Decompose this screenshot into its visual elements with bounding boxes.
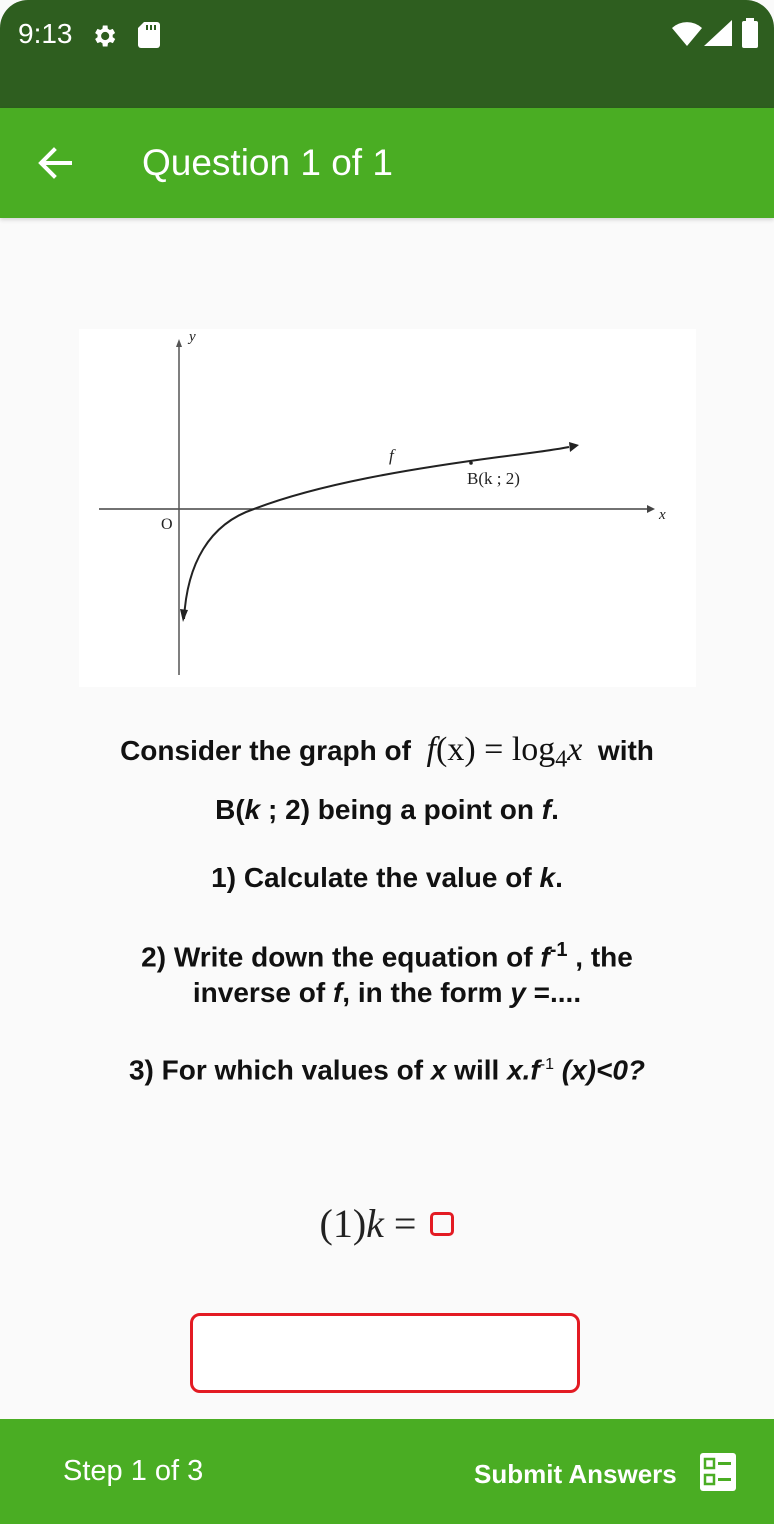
question-line2-c: . <box>551 793 559 825</box>
formula-rest: (x) = log <box>436 731 556 768</box>
sd-card-icon <box>138 22 160 48</box>
status-time: 9:13 <box>18 18 73 49</box>
origin-label: O <box>161 516 173 533</box>
part2-a: 2) Write down the equation of <box>141 940 541 972</box>
part2-b: , the <box>567 940 633 972</box>
settings-icon <box>90 22 118 50</box>
formula-base: 4 <box>555 746 568 773</box>
curve-end-arrow <box>569 442 579 452</box>
x-axis-label: x <box>659 507 666 523</box>
answer-prefix: (1) <box>319 1201 367 1246</box>
question-line2-b: ; 2) being a point on <box>260 793 542 825</box>
checklist-icon <box>700 1453 736 1491</box>
status-bar <box>0 0 774 108</box>
step-indicator: Step 1 of 3 <box>63 1455 204 1487</box>
signal-icon <box>704 20 732 46</box>
answer-formula <box>0 1200 774 1247</box>
app-bar <box>0 108 774 218</box>
page-title: Question 1 of 1 <box>142 142 393 183</box>
formula-f: f <box>426 731 436 768</box>
part3-x: x <box>430 1054 447 1086</box>
answer-input[interactable] <box>190 1313 580 1393</box>
wifi-icon <box>672 22 702 46</box>
part3-xf: x.f <box>507 1054 540 1086</box>
log-graph <box>79 329 696 687</box>
question-text <box>40 730 734 1090</box>
curve-label: f <box>389 446 394 465</box>
part1-k: k <box>539 861 556 893</box>
answer-eq: = <box>383 1201 427 1246</box>
part2-y: y <box>510 976 526 1008</box>
part2-d: , in the form <box>342 976 511 1008</box>
answer-placeholder-box[interactable] <box>430 1212 454 1236</box>
bottom-bar <box>0 1419 774 1524</box>
question-line1-suffix: with <box>597 735 654 766</box>
graph-image <box>79 329 696 687</box>
submit-answers-label: Submit Answers <box>474 1459 677 1489</box>
part1-a: 1) Calculate the value of <box>211 861 540 893</box>
part2-sup: -1 <box>549 938 568 961</box>
question-line2-k: k <box>244 793 261 825</box>
point-label: B(k ; 2) <box>467 469 520 488</box>
part2-e: =.... <box>525 976 582 1008</box>
part3-sup: -1 <box>539 1055 554 1073</box>
y-axis-label: y <box>189 329 196 345</box>
part1-b: . <box>555 861 563 893</box>
x-axis-arrow <box>647 505 655 513</box>
answer-var: k <box>366 1201 384 1246</box>
point-b <box>469 461 473 465</box>
part3-c: (x)<0? <box>554 1054 646 1086</box>
y-axis-arrow <box>176 339 182 347</box>
formula-arg: x <box>567 731 583 768</box>
submit-answers-button[interactable] <box>470 1449 744 1497</box>
curve-start-arrow <box>180 609 188 622</box>
part2-c: inverse of <box>192 976 333 1008</box>
part2-f: f <box>540 940 550 972</box>
part3-a: 3) For which values of <box>128 1054 431 1086</box>
question-line1-prefix: Consider the graph of <box>120 735 411 766</box>
part3-b: will <box>446 1054 508 1086</box>
question-line2-f: f <box>541 793 552 825</box>
back-arrow-icon[interactable] <box>30 138 80 188</box>
part2-f2: f <box>332 976 343 1008</box>
question-line2-a: B( <box>215 793 245 825</box>
battery-icon <box>742 18 758 48</box>
